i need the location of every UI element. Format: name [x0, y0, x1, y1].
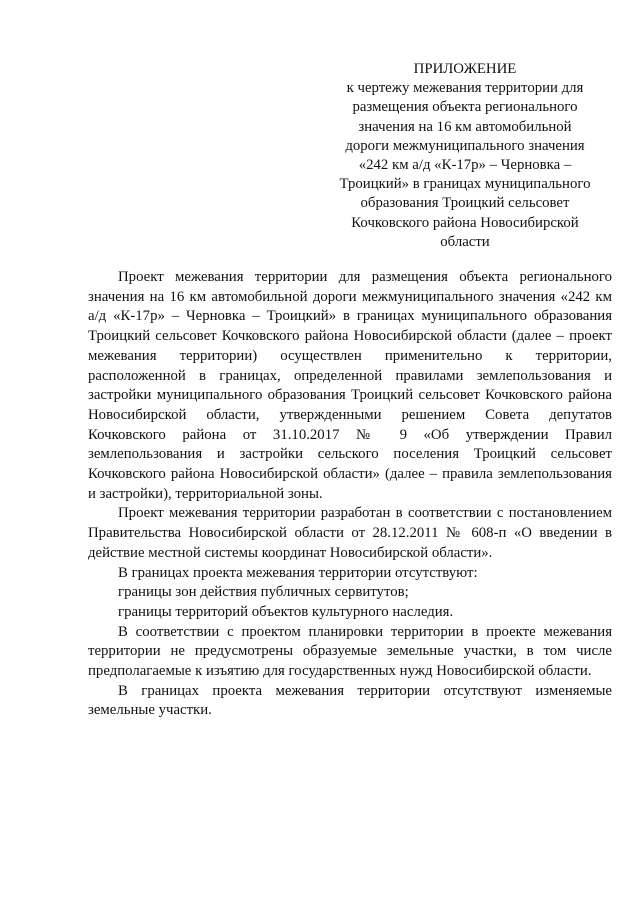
appendix-line: Троицкий» в границах муниципального: [339, 176, 591, 193]
appendix-line: «242 км а/д «К-17р» – Черновка –: [358, 157, 572, 174]
body-paragraph: В соответствии с проектом планировки территории в проекте межевания территории не предусмотрены образуемые земельные участки, в том числе предполагаемые к изъятию для государственных нужд Новосибирской области.: [88, 623, 612, 680]
body-paragraph: В границах проекта межевания территории отсутствуют изменяемые земельные участки.: [88, 682, 612, 719]
appendix-line: значения на 16 км автомобильной: [358, 118, 572, 135]
appendix-line: области: [440, 233, 490, 250]
body-paragraph: границы территорий объектов культурного наследия.: [118, 603, 454, 620]
appendix-header: [300, 60, 630, 252]
appendix-line: образования Троицкий сельсовет: [360, 195, 570, 212]
body-paragraph: Проект межевания территории разработан в соответствии с постановлением Правительства Новосибирской области от 28.12.2011 № 608-п «О введении в действие местной системы координат Новосибирской области».: [88, 505, 612, 561]
appendix-line: размещения объекта регионального: [352, 99, 578, 116]
body-paragraph: В границах проекта межевания территории отсутствуют:: [118, 564, 478, 581]
appendix-line: Кочковского района Новосибирской: [351, 214, 579, 231]
appendix-line: к чертежу межевания территории для: [346, 80, 584, 97]
appendix-title: ПРИЛОЖЕНИЕ: [413, 61, 517, 77]
document-body: [88, 268, 612, 721]
appendix-line: дороги межмуниципального значения: [345, 137, 585, 154]
body-paragraph: Проект межевания территории для размещения объекта регионального значения на 16 км автомобильной дороги межмуниципального значения «242 км а/д «К-17р» – Черновка – Троицкий» в границах муниципального образования Троицкий сельсовет Кочковского района Новосибирской области (далее – проект межевания территории) осуществлен применительно к территории, расположенной в границах, определенной правилами землепользования и застройки муниципального образования Троицкий сельсовет Кочковского района Новосибирской области, утвержденными решением Совета депутатов Кочковского района от 31.10.2017 № 9 «Об утверждении Правил землепользования и застройки сельского поселения Троицкий сельсовет Кочковского района Новосибирской области» (далее – правила землепользования и застройки), территориальной зоны.: [88, 269, 612, 502]
body-paragraph: границы зон действия публичных сервитутов;: [118, 584, 409, 601]
